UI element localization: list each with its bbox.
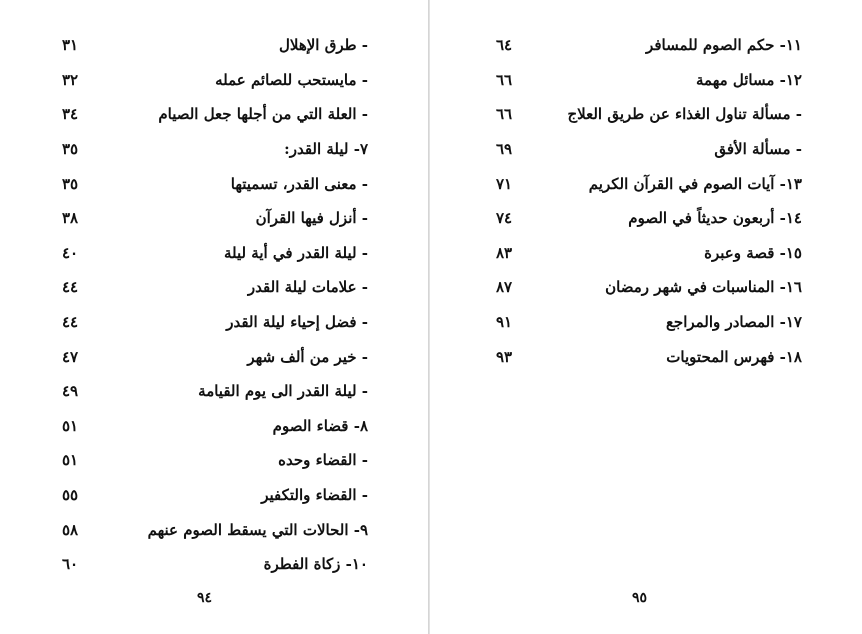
toc-entry-page-number: ٤٤ bbox=[62, 278, 79, 297]
toc-list-right bbox=[492, 28, 802, 374]
toc-entry bbox=[492, 166, 802, 201]
toc-entry-title: ١٤- أربعون حديثاً في الصوم bbox=[628, 209, 802, 228]
book-gutter bbox=[428, 0, 430, 634]
toc-entry bbox=[492, 28, 802, 63]
toc-entry-page-number: ٥٥ bbox=[62, 486, 79, 505]
toc-entry bbox=[58, 339, 368, 374]
toc-entry-page-number: ٦٤ bbox=[496, 36, 513, 55]
toc-entry bbox=[492, 236, 802, 271]
toc-entry-title: - القضاء وحده bbox=[278, 451, 368, 470]
toc-entry bbox=[58, 409, 368, 444]
toc-entry-page-number: ٣١ bbox=[62, 36, 79, 55]
toc-entry-title: ١٣- آيات الصوم في القرآن الكريم bbox=[588, 174, 802, 193]
toc-entry bbox=[492, 339, 802, 374]
toc-entry-page-number: ٣٤ bbox=[62, 105, 79, 124]
toc-entry-title: ٨- قضاء الصوم bbox=[272, 416, 368, 435]
toc-entry-title: ١٨- فهرس المحتويات bbox=[666, 347, 802, 366]
toc-entry-page-number: ٧١ bbox=[496, 174, 513, 193]
toc-entry-title: - مايستحب للصائم عمله bbox=[215, 70, 368, 89]
toc-entry-title: - معنى القدر، تسميتها bbox=[230, 174, 368, 193]
toc-entry-page-number: ٦٦ bbox=[496, 105, 513, 124]
toc-entry-title: ١٧- المصادر والمراجع bbox=[665, 313, 802, 332]
toc-entry-page-number: ٤٤ bbox=[62, 313, 79, 332]
toc-entry-page-number: ٦٦ bbox=[496, 70, 513, 89]
page-number-left: ٩٤ bbox=[197, 590, 213, 606]
toc-entry-page-number: ٣٢ bbox=[62, 70, 79, 89]
toc-entry-title: - طرق الإهلال bbox=[278, 36, 368, 55]
right-page bbox=[432, 0, 862, 634]
toc-entry bbox=[58, 236, 368, 271]
toc-entry-title: - ليلة القدر في أية ليلة bbox=[223, 243, 368, 262]
toc-entry-page-number: ٨٧ bbox=[496, 278, 513, 297]
toc-entry bbox=[492, 97, 802, 132]
toc-entry bbox=[58, 270, 368, 305]
left-page bbox=[0, 0, 428, 634]
toc-entry-page-number: ٣٥ bbox=[62, 140, 79, 159]
toc-entry-title: - علامات ليلة القدر bbox=[247, 278, 368, 297]
toc-entry-title: ١١- حكم الصوم للمسافر bbox=[646, 36, 802, 55]
toc-entry bbox=[58, 305, 368, 340]
toc-entry-title: - فضل إحياء ليلة القدر bbox=[226, 313, 368, 332]
toc-entry bbox=[58, 547, 368, 582]
toc-entry bbox=[492, 201, 802, 236]
toc-entry-page-number: ٥٨ bbox=[62, 520, 79, 539]
toc-entry-page-number: ٤٧ bbox=[62, 347, 79, 366]
toc-entry-title: - خير من ألف شهر bbox=[247, 347, 368, 366]
page-number-right: ٩٥ bbox=[632, 590, 648, 606]
toc-entry-page-number: ٩١ bbox=[496, 313, 513, 332]
toc-entry-page-number: ٧٤ bbox=[496, 209, 513, 228]
toc-list-left bbox=[58, 28, 368, 582]
toc-entry-page-number: ٤٠ bbox=[62, 243, 79, 262]
toc-entry-title: ٩- الحالات التي يسقط الصوم عنهم bbox=[147, 520, 368, 539]
toc-entry-page-number: ٥١ bbox=[62, 451, 79, 470]
toc-entry bbox=[58, 132, 368, 167]
toc-entry bbox=[58, 512, 368, 547]
toc-entry bbox=[492, 63, 802, 98]
toc-entry-page-number: ٦٠ bbox=[62, 555, 79, 574]
toc-entry bbox=[58, 166, 368, 201]
toc-entry-title: - القضاء والتكفير bbox=[261, 486, 368, 505]
toc-entry-title: ٧- ليلة القدر: bbox=[284, 140, 368, 159]
toc-entry-title: - مسألة الأفق bbox=[714, 140, 802, 159]
toc-entry bbox=[58, 63, 368, 98]
toc-entry-page-number: ٥١ bbox=[62, 416, 79, 435]
toc-entry bbox=[58, 443, 368, 478]
toc-entry bbox=[58, 374, 368, 409]
toc-entry-title: - أنزل فيها القرآن bbox=[255, 209, 368, 228]
toc-entry bbox=[58, 28, 368, 63]
toc-entry-page-number: ٣٨ bbox=[62, 209, 79, 228]
toc-entry bbox=[492, 132, 802, 167]
toc-entry-title: - ليلة القدر الى يوم القيامة bbox=[198, 382, 368, 401]
toc-entry-page-number: ٩٣ bbox=[496, 347, 513, 366]
toc-entry-page-number: ٣٥ bbox=[62, 174, 79, 193]
toc-entry-title: ١٥- قصة وعبرة bbox=[704, 243, 802, 262]
toc-entry-page-number: ٨٣ bbox=[496, 243, 513, 262]
toc-entry-title: ١٦- المناسبات في شهر رمضان bbox=[605, 278, 802, 297]
toc-entry bbox=[492, 270, 802, 305]
toc-entry bbox=[492, 305, 802, 340]
toc-entry-title: - العلة التي من أجلها جعل الصيام bbox=[158, 105, 368, 124]
toc-entry-page-number: ٦٩ bbox=[496, 140, 513, 159]
toc-entry bbox=[58, 97, 368, 132]
toc-entry bbox=[58, 201, 368, 236]
toc-entry-title: ١٢- مسائل مهمة bbox=[696, 70, 802, 89]
toc-entry-page-number: ٤٩ bbox=[62, 382, 79, 401]
toc-entry-title: - مسألة تناول الغذاء عن طريق العلاج bbox=[567, 105, 802, 124]
toc-entry-title: ١٠- زكاة الفطرة bbox=[263, 555, 368, 574]
toc-entry bbox=[58, 478, 368, 513]
